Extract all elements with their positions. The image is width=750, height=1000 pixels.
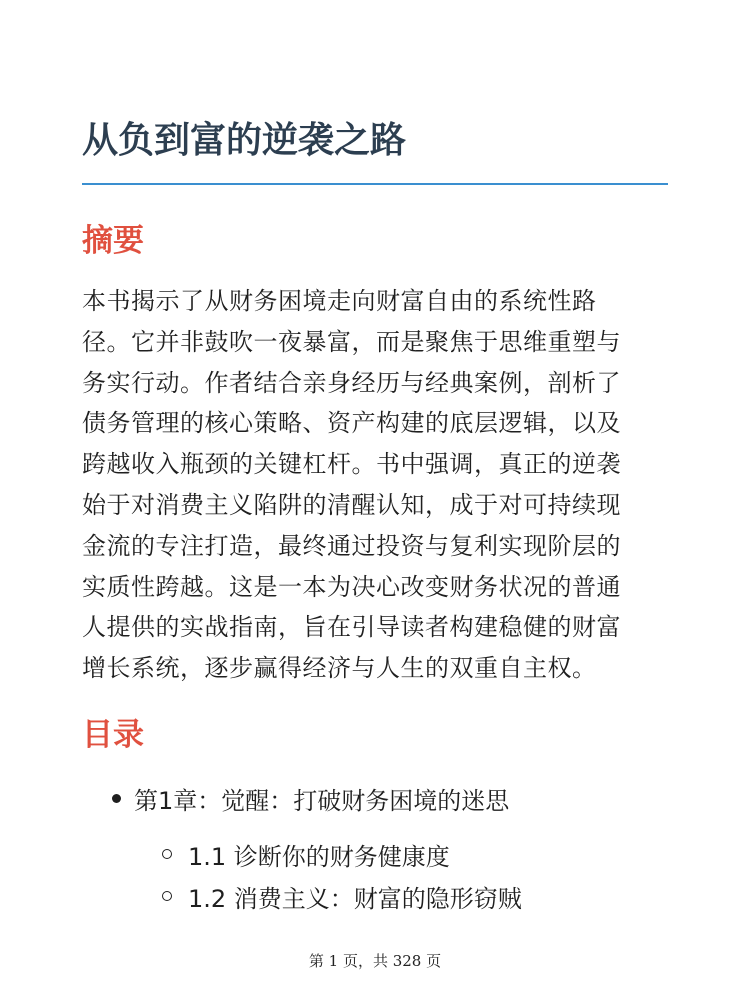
abstract-line: 实质性跨越。这是一本为决心改变财务状况的普通	[82, 572, 621, 601]
toc-heading: 目录	[82, 717, 144, 753]
toc-chapter-label: 第1章：觉醒：打破财务困境的迷思	[134, 786, 510, 815]
abstract-line: 增长系统，逐步赢得经济与人生的双重自主权。	[82, 654, 597, 683]
bullet-circle-icon	[162, 849, 172, 859]
abstract-line: 金流的专注打造，最终通过投资与复利实现阶层的	[82, 531, 621, 560]
page-number-footer: 第 1 页，共 328 页	[308, 952, 442, 970]
abstract-line: 跨越收入瓶颈的关键杠杆。书中强调，真正的逆袭	[82, 450, 621, 479]
title-divider	[82, 183, 668, 185]
toc-section-label: 1.1 诊断你的财务健康度	[188, 842, 450, 871]
abstract-line: 本书揭示了从财务困境走向财富自由的系统性路	[82, 287, 597, 315]
abstract-line: 径。它并非鼓吹一夜暴富，而是聚焦于思维重塑与	[82, 327, 621, 356]
abstract-line: 始于对消费主义陷阱的清醒认知，成于对可持续现	[82, 490, 621, 519]
toc-chapter-1[interactable]	[112, 778, 509, 818]
toc-section-1-1[interactable]	[162, 834, 450, 874]
abstract-paragraph	[82, 281, 668, 689]
bullet-disc-icon	[112, 794, 121, 803]
abstract-line: 人提供的实战指南，旨在引导读者构建稳健的财富	[82, 613, 621, 642]
abstract-line: 债务管理的核心策略、资产构建的底层逻辑，以及	[82, 409, 621, 438]
abstract-line: 务实行动。作者结合亲身经历与经典案例，剖析了	[82, 368, 621, 397]
toc-section-1-2[interactable]	[162, 876, 522, 916]
abstract-heading: 摘要	[82, 223, 144, 259]
bullet-circle-icon	[162, 891, 172, 901]
toc-section-label: 1.2 消费主义：财富的隐形窃贼	[188, 884, 522, 913]
book-title: 从负到富的逆袭之路	[82, 120, 407, 161]
